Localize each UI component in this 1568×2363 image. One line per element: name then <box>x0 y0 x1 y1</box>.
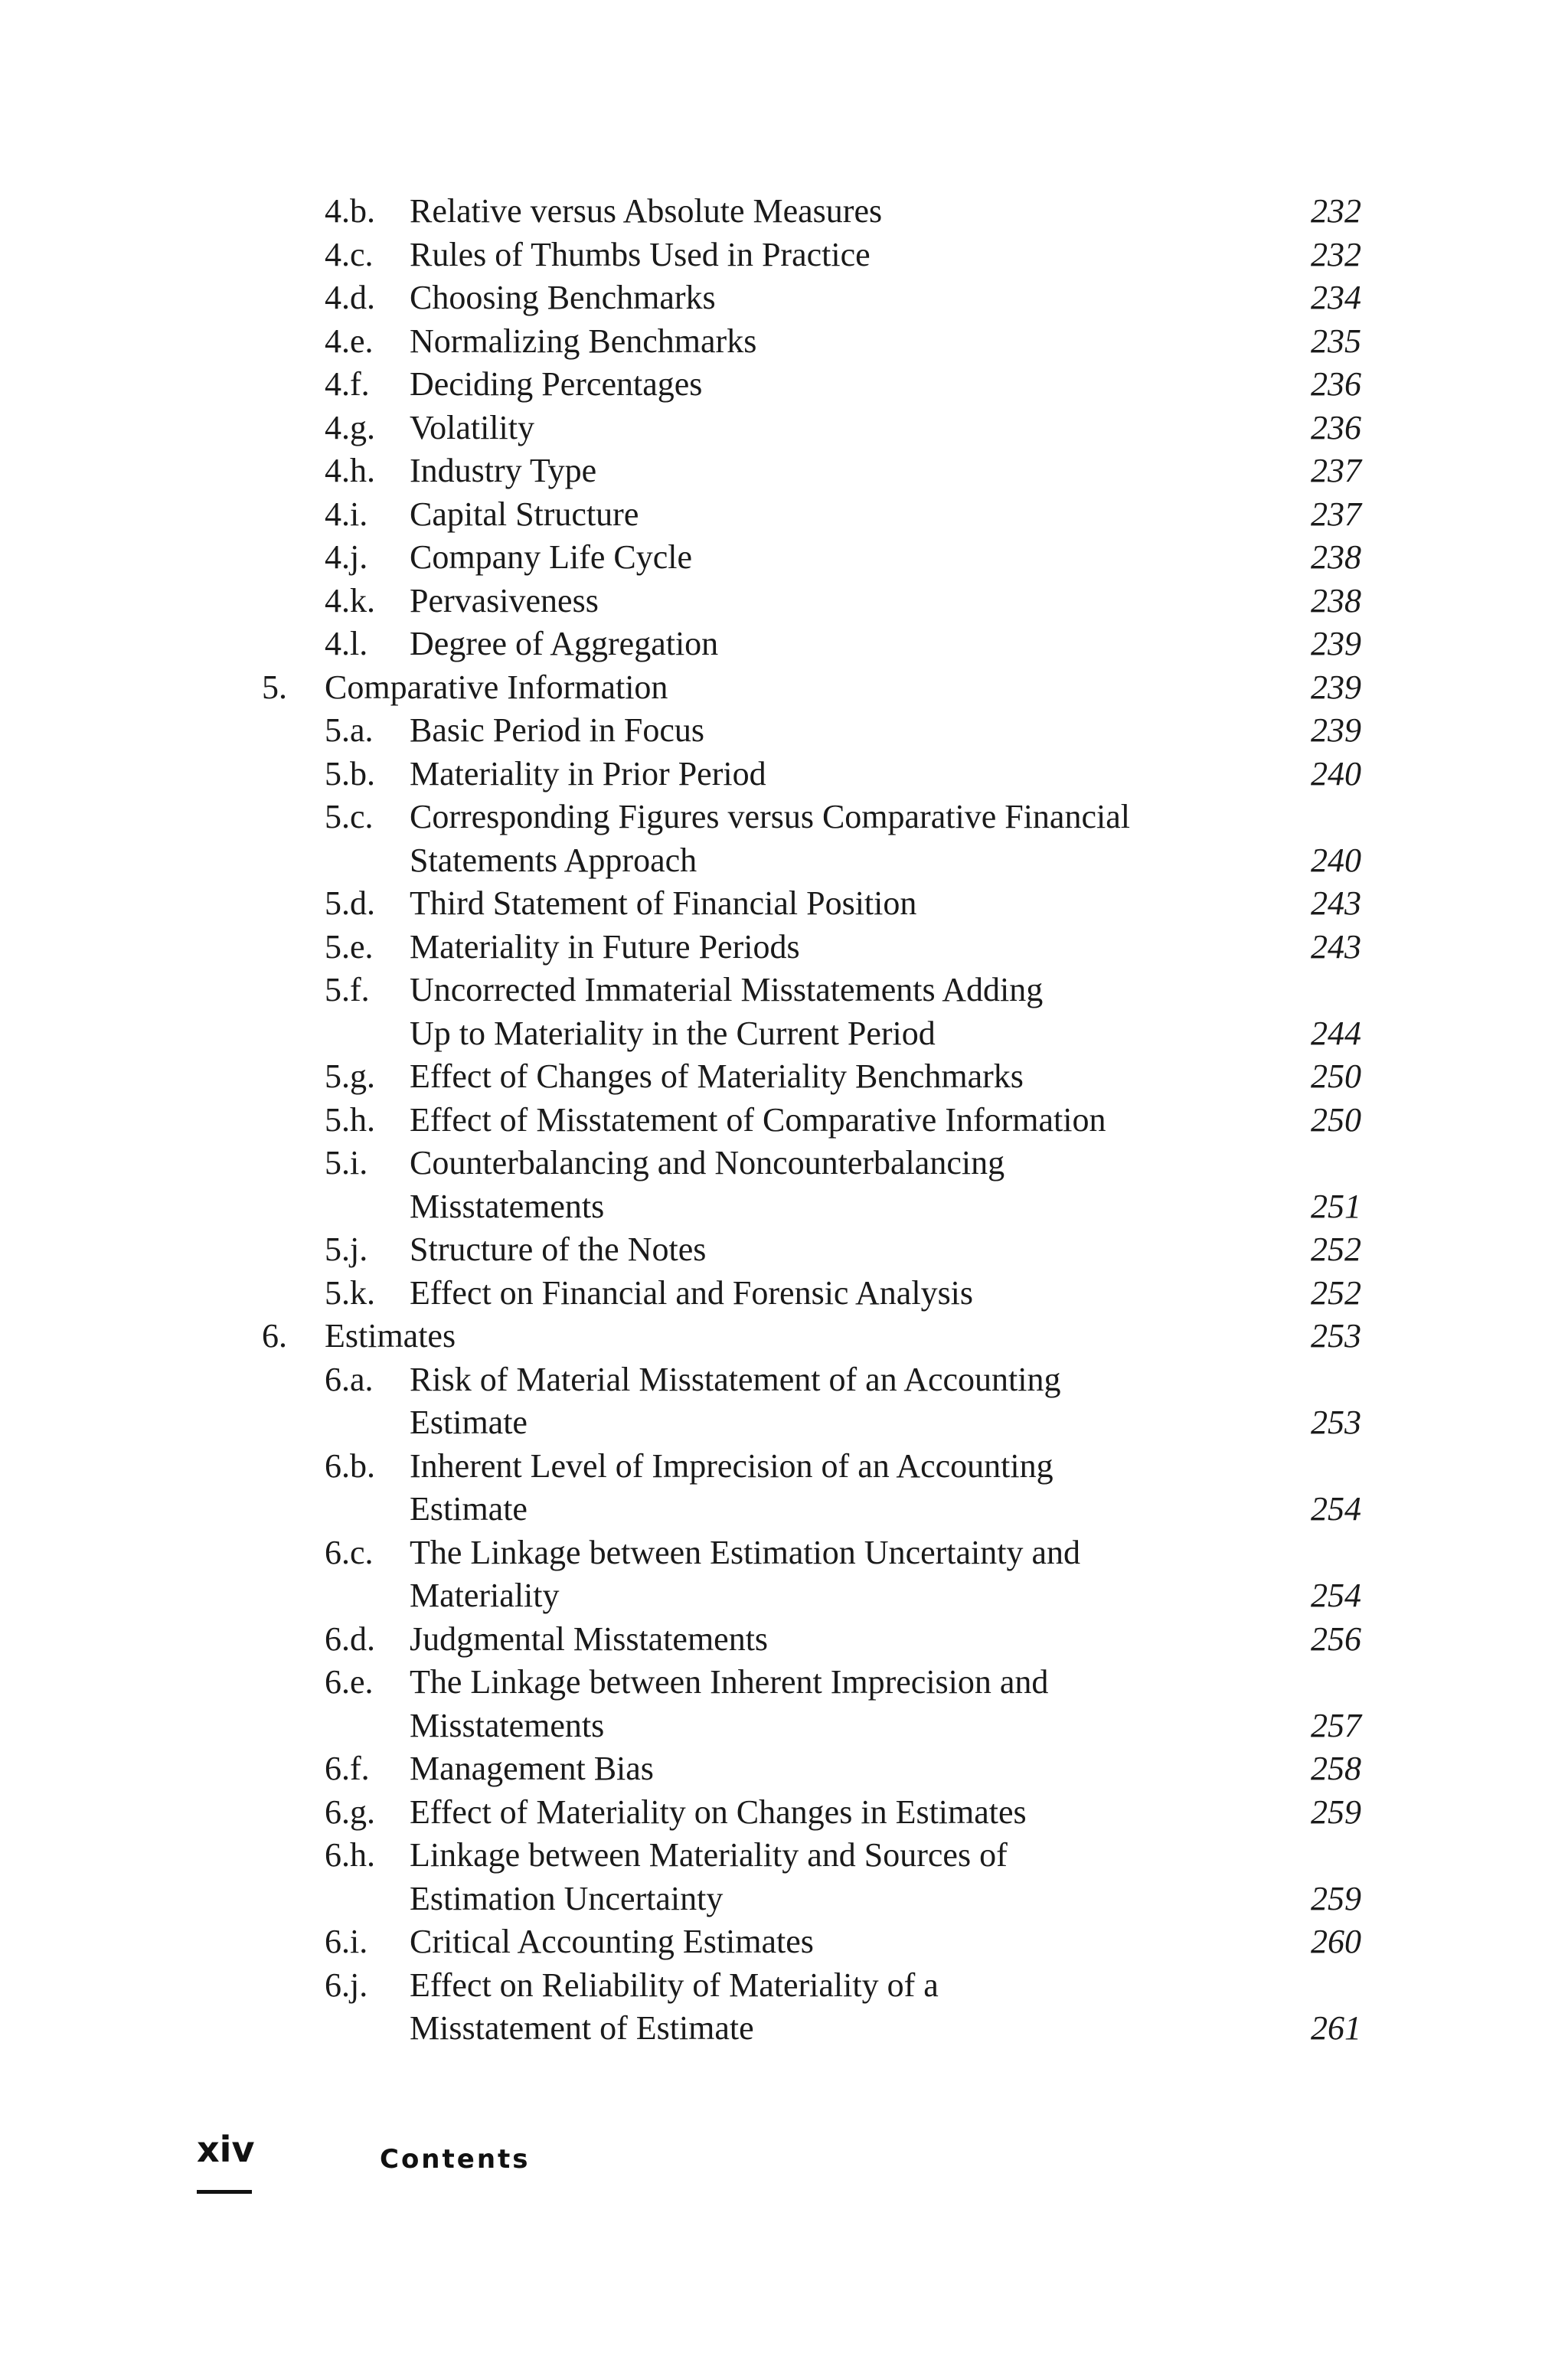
toc-entry <box>0 1315 1568 1358</box>
toc-entry-number: 6. <box>262 1317 287 1355</box>
toc-entry-title: Judgmental Misstatements <box>410 1619 769 1658</box>
toc-entry-title: Rules of Thumbs Used in Practice <box>410 235 871 273</box>
toc-entry-page: 257 <box>1311 1706 1361 1744</box>
toc-entry-number: 6.b. <box>325 1446 375 1485</box>
toc-entry <box>0 493 1568 537</box>
toc-entry-number: 4.j. <box>325 538 368 576</box>
toc-entry-number: 4.e. <box>325 322 374 360</box>
toc-entry-page: 237 <box>1311 452 1361 489</box>
toc-entry-title: Company Life Cycle <box>410 538 693 576</box>
toc-entry-title-continued: Statements Approach <box>410 841 697 879</box>
toc-entry-title: Linkage between Materiality and Sources of <box>410 1836 1008 1874</box>
toc-entry-page: 259 <box>1311 1793 1361 1831</box>
toc-entry-page: 239 <box>1311 668 1361 706</box>
toc-entry-title: Corresponding Figures versus Comparative Financial <box>410 798 1130 835</box>
toc-entry-number: 4.h. <box>325 452 375 489</box>
toc-entry <box>0 1358 1568 1445</box>
toc-entry-page: 244 <box>1311 1014 1361 1052</box>
toc-entry-title: Structure of the Notes <box>410 1231 707 1268</box>
toc-entry-page: 239 <box>1311 625 1361 662</box>
toc-entry-page: 238 <box>1311 581 1361 619</box>
toc-entry-page: 254 <box>1311 1577 1361 1614</box>
toc-entry-number: 5.g. <box>325 1057 375 1095</box>
toc-entry <box>0 407 1568 450</box>
table-of-contents <box>0 190 1568 2051</box>
toc-entry <box>0 666 1568 710</box>
toc-entry <box>0 796 1568 882</box>
toc-entry <box>0 926 1568 969</box>
page-number: xiv <box>197 2129 255 2170</box>
toc-entry <box>0 1747 1568 1791</box>
toc-entry-title: Effect of Materiality on Changes in Estimates <box>410 1793 1027 1831</box>
toc-entry-page: 252 <box>1311 1231 1361 1268</box>
toc-entry-page: 261 <box>1311 2009 1361 2047</box>
toc-entry-number: 4.k. <box>325 581 375 619</box>
toc-entry-number: 5.h. <box>325 1100 375 1139</box>
toc-entry <box>0 1791 1568 1835</box>
toc-entry-title: Counterbalancing and Noncounterbalancing <box>410 1144 1005 1182</box>
toc-entry-title: Materiality in Future Periods <box>410 927 800 966</box>
toc-entry <box>0 1834 1568 1920</box>
toc-entry-page: 256 <box>1311 1619 1361 1658</box>
toc-entry-number: 6.c. <box>325 1533 374 1571</box>
toc-entry <box>0 969 1568 1055</box>
toc-entry-number: 4.i. <box>325 495 368 533</box>
toc-entry-number: 5.b. <box>325 754 375 793</box>
toc-entry-title: Effect on Financial and Forensic Analysis <box>410 1273 974 1312</box>
running-footer: Contents <box>380 2144 531 2175</box>
toc-entry-number: 4.l. <box>325 625 368 662</box>
toc-entry-page: 240 <box>1311 841 1361 879</box>
toc-entry-title: Basic Period in Focus <box>410 711 704 749</box>
toc-entry-title: Deciding Percentages <box>410 365 703 403</box>
toc-entry-title: Comparative Information <box>325 668 668 706</box>
toc-entry-page: 238 <box>1311 538 1361 576</box>
toc-entry-page: 258 <box>1311 1750 1361 1787</box>
toc-entry-number: 4.f. <box>325 365 370 403</box>
toc-entry-title: Choosing Benchmarks <box>410 279 716 316</box>
toc-entry-number: 6.i. <box>325 1923 368 1960</box>
toc-entry-number: 5.i. <box>325 1144 368 1182</box>
toc-entry <box>0 234 1568 277</box>
toc-entry-title: Normalizing Benchmarks <box>410 322 757 360</box>
toc-entry <box>0 623 1568 666</box>
toc-entry-title: The Linkage between Inherent Imprecision and <box>410 1663 1049 1701</box>
toc-entry-title: Critical Accounting Estimates <box>410 1923 814 1960</box>
toc-entry-number: 6.g. <box>325 1793 375 1831</box>
toc-entry-number: 5.c. <box>325 798 374 835</box>
toc-entry-page: 253 <box>1311 1317 1361 1355</box>
toc-entry <box>0 709 1568 753</box>
toc-entry-page: 250 <box>1311 1100 1361 1139</box>
toc-entry <box>0 320 1568 364</box>
toc-entry-number: 6.j. <box>325 1966 368 2004</box>
toc-entry <box>0 449 1568 493</box>
toc-entry-title: Relative versus Absolute Measures <box>410 192 883 230</box>
toc-entry <box>0 276 1568 320</box>
toc-entry-number: 6.f. <box>325 1750 370 1787</box>
toc-entry <box>0 536 1568 580</box>
toc-entry-title: Materiality in Prior Period <box>410 754 766 793</box>
toc-entry-number: 5.j. <box>325 1231 368 1268</box>
toc-entry-page: 250 <box>1311 1057 1361 1095</box>
toc-entry-title: Inherent Level of Imprecision of an Accounting <box>410 1446 1054 1485</box>
toc-entry <box>0 1445 1568 1531</box>
toc-entry <box>0 1618 1568 1662</box>
toc-entry-title-continued: Materiality <box>410 1577 560 1614</box>
toc-entry-page: 239 <box>1311 711 1361 749</box>
toc-entry-number: 6.e. <box>325 1663 374 1701</box>
toc-entry-number: 5. <box>262 668 287 706</box>
toc-entry-page: 259 <box>1311 1879 1361 1917</box>
toc-entry-number: 4.b. <box>325 192 375 230</box>
toc-entry-title: Capital Structure <box>410 495 639 533</box>
toc-entry-number: 6.h. <box>325 1836 375 1874</box>
toc-entry-page: 243 <box>1311 927 1361 966</box>
toc-entry <box>0 882 1568 926</box>
toc-entry-page: 252 <box>1311 1273 1361 1312</box>
toc-entry <box>0 1272 1568 1316</box>
toc-entry <box>0 190 1568 234</box>
toc-entry <box>0 580 1568 623</box>
toc-entry-title: Estimates <box>325 1317 456 1355</box>
toc-entry-title-continued: Estimation Uncertainty <box>410 1879 724 1917</box>
toc-entry-number: 4.g. <box>325 408 375 446</box>
toc-entry-title: Industry Type <box>410 452 597 489</box>
toc-entry-page: 232 <box>1311 235 1361 273</box>
toc-entry-title: Effect of Misstatement of Comparative Information <box>410 1100 1106 1139</box>
toc-entry-number: 5.e. <box>325 927 374 966</box>
toc-entry-title-continued: Up to Materiality in the Current Period <box>410 1014 936 1052</box>
toc-entry-title: Third Statement of Financial Position <box>410 884 917 922</box>
toc-entry-title: Uncorrected Immaterial Misstatements Adding <box>410 971 1044 1008</box>
toc-entry-title-continued: Misstatements <box>410 1187 605 1225</box>
toc-entry <box>0 363 1568 407</box>
toc-entry-title: Pervasiveness <box>410 581 599 619</box>
toc-entry-number: 6.a. <box>325 1360 374 1398</box>
toc-entry-number: 5.a. <box>325 711 374 749</box>
toc-entry-page: 232 <box>1311 192 1361 230</box>
toc-entry-page: 243 <box>1311 884 1361 922</box>
toc-entry-number: 5.k. <box>325 1273 375 1312</box>
toc-entry-number: 6.d. <box>325 1619 375 1658</box>
toc-entry <box>0 1920 1568 1964</box>
toc-entry <box>0 1531 1568 1618</box>
toc-entry <box>0 1964 1568 2051</box>
toc-entry-title: Effect on Reliability of Materiality of a <box>410 1966 939 2004</box>
toc-entry-title-continued: Estimate <box>410 1404 528 1441</box>
toc-entry-title: The Linkage between Estimation Uncertainty and <box>410 1533 1081 1571</box>
toc-entry-title: Volatility <box>410 408 534 446</box>
toc-entry <box>0 1055 1568 1099</box>
toc-entry-title: Degree of Aggregation <box>410 625 719 662</box>
toc-entry-page: 234 <box>1311 279 1361 316</box>
toc-entry-title-continued: Misstatement of Estimate <box>410 2009 754 2047</box>
toc-entry-number: 4.c. <box>325 235 374 273</box>
toc-entry <box>0 1228 1568 1272</box>
toc-entry-page: 260 <box>1311 1923 1361 1960</box>
folio-underline <box>197 2190 252 2194</box>
toc-entry-page: 237 <box>1311 495 1361 533</box>
toc-entry-page: 251 <box>1311 1187 1361 1225</box>
toc-entry-title: Management Bias <box>410 1750 654 1787</box>
toc-entry <box>0 1142 1568 1228</box>
toc-entry <box>0 1661 1568 1747</box>
toc-entry-page: 254 <box>1311 1490 1361 1528</box>
toc-entry-number: 4.d. <box>325 279 375 316</box>
toc-entry <box>0 1099 1568 1142</box>
toc-entry-page: 236 <box>1311 408 1361 446</box>
toc-entry-title-continued: Estimate <box>410 1490 528 1528</box>
toc-entry-page: 235 <box>1311 322 1361 360</box>
toc-entry-title: Effect of Changes of Materiality Benchmarks <box>410 1057 1024 1095</box>
toc-entry-title-continued: Misstatements <box>410 1706 605 1744</box>
toc-entry-page: 253 <box>1311 1404 1361 1441</box>
toc-entry-number: 5.d. <box>325 884 375 922</box>
toc-entry <box>0 753 1568 796</box>
toc-entry-page: 240 <box>1311 754 1361 793</box>
toc-entry-page: 236 <box>1311 365 1361 403</box>
toc-entry-title: Risk of Material Misstatement of an Accounting <box>410 1360 1061 1398</box>
toc-entry-number: 5.f. <box>325 971 370 1008</box>
